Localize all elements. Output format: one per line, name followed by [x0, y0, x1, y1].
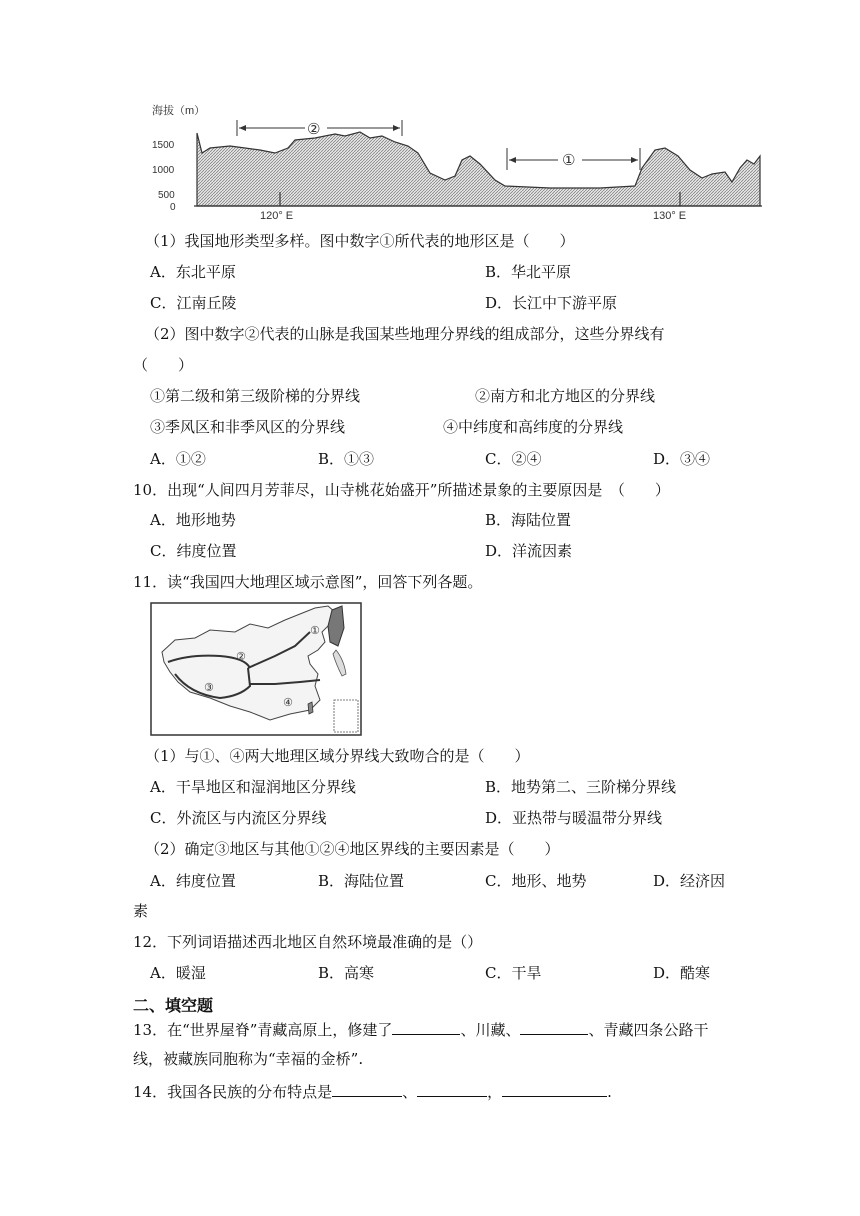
q11-sub2-option-a[interactable]: A．纬度位置: [150, 872, 236, 890]
arrow-head-2b: [393, 125, 400, 131]
q9-sub2-option-b[interactable]: B．①③: [318, 450, 375, 468]
q14-end: .: [607, 1083, 612, 1101]
q13-line1: [133, 1018, 708, 1040]
q9-sub2-option-c[interactable]: C．②④: [485, 450, 542, 468]
q9-sub2-stem-line2: （ ）: [133, 356, 194, 374]
arrow-head-1a: [509, 157, 516, 163]
q9-sub2-statement-3: ③季风区和非季风区的分界线: [150, 418, 346, 436]
x-tick-120e: 120° E: [260, 210, 294, 222]
q13-blank-1[interactable]: [392, 1018, 460, 1035]
q14-sep1: 、: [402, 1083, 418, 1101]
q10-option-c[interactable]: C．纬度位置: [150, 542, 237, 560]
q13-part2: 、川藏、: [460, 1021, 521, 1039]
q11-sub1-stem: （1）与①、④两大地理区域分界线大致吻合的是（ ）: [145, 747, 530, 765]
map-label-1: ①: [310, 625, 320, 637]
x-tick-130e: 130° E: [653, 210, 687, 222]
arrow-head-2a: [239, 125, 246, 131]
q14-blank-2[interactable]: [417, 1080, 487, 1097]
q10-option-d[interactable]: D．洋流因素: [485, 542, 573, 560]
q12-option-b[interactable]: B．高寒: [318, 964, 375, 982]
south-china-sea-inset: [334, 700, 358, 732]
q11-sub1-option-c[interactable]: C．外流区与内流区分界线: [150, 809, 327, 827]
q14-blank-1[interactable]: [332, 1080, 402, 1097]
q12-stem: 12．下列词语描述西北地区自然环境最准确的是（）: [133, 933, 483, 951]
q13-line2: 线，被藏族同胞称为“幸福的金桥”.: [133, 1050, 364, 1068]
q11-sub2-option-d[interactable]: D．经济因: [653, 872, 726, 890]
q9-sub2-option-a[interactable]: A．①②: [150, 450, 206, 468]
q11-sub1-option-b[interactable]: B．地势第二、三阶梯分界线: [485, 778, 677, 796]
q13-blank-2[interactable]: [520, 1018, 588, 1035]
q9-sub2-option-d[interactable]: D．③④: [653, 450, 711, 468]
region-marker-2: ②: [307, 121, 321, 138]
q9-sub2-statement-4: ④中纬度和高纬度的分界线: [443, 418, 624, 436]
taiwan-island: [308, 702, 313, 714]
map-label-3: ③: [204, 682, 214, 694]
y-tick-1000: 1000: [152, 165, 175, 176]
q9-sub1-option-c[interactable]: C．江南丘陵: [150, 294, 237, 312]
region-marker-1: ①: [562, 152, 576, 169]
y-axis-label: 海拔（m）: [152, 105, 206, 117]
q10-option-b[interactable]: B．海陆位置: [485, 511, 572, 529]
q11-sub2-option-d-wrap: 素: [133, 902, 149, 920]
map-label-2: ②: [236, 651, 246, 663]
q13-part1: 13．在“世界屋脊”青藏高原上，修建了: [133, 1021, 393, 1039]
q9-sub2-statement-2: ②南方和北方地区的分界线: [475, 387, 656, 405]
map-label-4: ④: [283, 697, 293, 709]
q11-sub2-stem: （2）确定③地区与其他①②④地区界线的主要因素是（ ）: [145, 840, 560, 858]
y-tick-500: 500: [158, 190, 175, 201]
q11-stem: 11．读“我国四大地理区域示意图”，回答下列各题。: [133, 573, 483, 591]
q14-part1: 14．我国各民族的分布特点是: [133, 1083, 333, 1101]
arrow-head-1b: [631, 157, 638, 163]
q9-sub1-option-b[interactable]: B．华北平原: [485, 263, 572, 281]
terrain-profile-shape: [197, 132, 760, 206]
q11-sub2-option-c[interactable]: C．地形、地势: [485, 872, 587, 890]
q9-sub1-option-d[interactable]: D．长江中下游平原: [485, 294, 618, 312]
q9-sub1-option-a[interactable]: A．东北平原: [150, 263, 236, 281]
q13-part3: 、青藏四条公路干: [588, 1021, 709, 1039]
q14-sep2: ，: [487, 1083, 503, 1101]
q9-sub1-stem: （1）我国地形类型多样。图中数字①所代表的地形区是（ ）: [145, 232, 575, 250]
q10-stem: 10．出现“人间四月芳菲尽，山寺桃花始盛开”所描述景象的主要原因是 （ ）: [133, 481, 670, 499]
q11-sub1-option-d[interactable]: D．亚热带与暖温带分界线: [485, 809, 663, 827]
q12-option-c[interactable]: C．干旱: [485, 964, 542, 982]
q10-option-a[interactable]: A．地形地势: [150, 511, 236, 529]
y-tick-1500: 1500: [152, 140, 175, 151]
q12-option-a[interactable]: A．暖湿: [150, 964, 206, 982]
y-tick-0: 0: [170, 202, 176, 213]
q9-sub2-stem-line1: （2）图中数字②代表的山脉是我国某些地理分界线的组成部分，这些分界线有: [145, 325, 665, 343]
q12-option-d[interactable]: D．酷寒: [653, 964, 711, 982]
terrain-profile-figure: [150, 98, 765, 223]
q11-sub2-option-b[interactable]: B．海陆位置: [318, 872, 405, 890]
q11-sub1-option-a[interactable]: A．干旱地区和湿润地区分界线: [150, 778, 356, 796]
q9-sub2-statement-1: ①第二级和第三级阶梯的分界线: [150, 387, 361, 405]
q14-line: [133, 1080, 612, 1102]
section-2-title: 二、填空题: [133, 996, 214, 1015]
q14-blank-3[interactable]: [502, 1080, 607, 1097]
china-regions-map: [150, 602, 362, 736]
